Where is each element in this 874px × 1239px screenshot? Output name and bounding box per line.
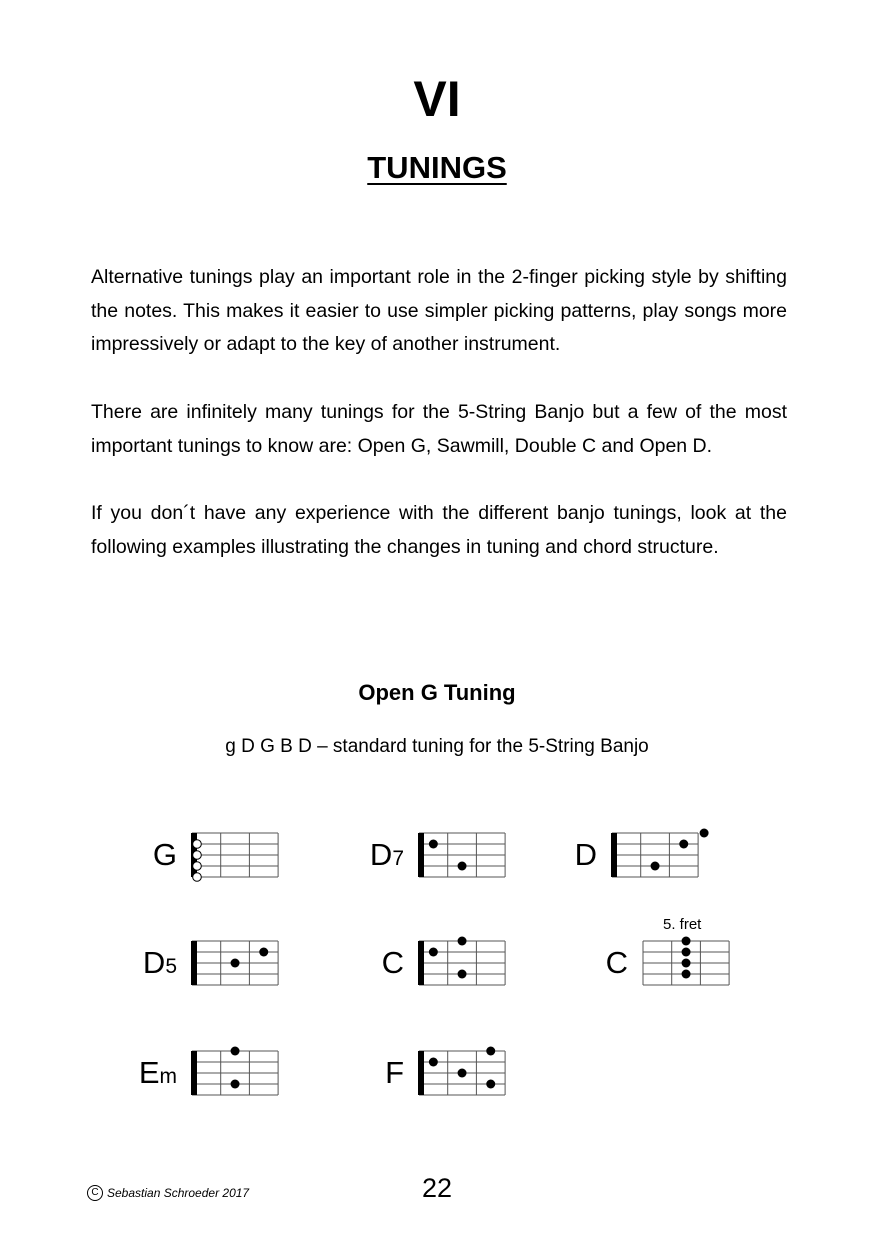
copyright-icon: C [87,1185,103,1201]
nut-bar [418,941,424,985]
chord-diagram [413,935,511,991]
finger-dot [231,959,240,968]
chord-name: D [142,945,166,980]
chord-label [344,945,404,981]
finger-dot [231,1047,240,1056]
chord-label [117,1055,177,1095]
chord-diagram [186,1045,284,1101]
chord-suffix: m [159,1065,177,1088]
finger-dot [682,948,691,957]
tunings-paragraph: There are infinitely many tunings for the 5-String Banjo but a few of the most important tunings to know are: Open G, Sawmill, Double C and Open D. [91,401,787,457]
finger-dot [429,840,438,849]
chord-label [344,837,404,877]
finger-dot [682,959,691,968]
finger-dot [458,970,467,979]
page-title [0,150,874,186]
open-string-marker [193,851,202,860]
chord-diagram [413,1045,511,1101]
chord-label [117,945,177,985]
nut-bar [191,941,197,985]
open-string-marker [193,873,202,882]
chord-diagram [186,935,284,991]
finger-dot [231,1080,240,1089]
finger-dot [458,937,467,946]
chord-name: D [369,837,393,872]
examples-paragraph: If you don´t have any experience with the different banjo tunings, look at the following examples illustrating the changes in tuning and chord structure. [91,502,787,558]
finger-dot [486,1047,495,1056]
chord-diagram [186,827,284,883]
finger-dot [486,1080,495,1089]
intro-paragraph: Alternative tunings play an important role in the 2-finger picking style by shifting the notes. This makes it easier to use simpler picking patterns, play songs more impressively or adapt to the key of another instrument. [91,266,787,355]
page-number: 22 [421,1173,453,1203]
page-title-text: TUNINGS [367,150,507,185]
nut-bar [418,1051,424,1095]
finger-dot [458,1069,467,1078]
open-string-marker [193,840,202,849]
chapter-number: VI [413,71,461,127]
chord-label [117,837,177,873]
nut-bar [191,1051,197,1095]
finger-dot [651,862,660,871]
copyright-text: Sebastian Schroeder 2017 [107,1186,250,1200]
finger-dot [429,1058,438,1067]
nut-bar [611,833,617,877]
chord-label [344,1055,404,1091]
chord-name: C [381,945,404,980]
chord-diagram [606,827,704,883]
chord-name: C [605,945,628,980]
chord-suffix: 7 [392,847,404,870]
finger-dot [679,840,688,849]
chord-diagram [413,827,511,883]
finger-dot [458,862,467,871]
chord-name: E [138,1055,160,1090]
finger-dot [682,937,691,946]
chord-name: G [152,837,177,872]
chord-label [537,837,597,873]
section-heading: Open G Tuning [358,680,516,705]
finger-dot [682,970,691,979]
chord-diagram [637,935,735,991]
tuning-description: g D G B D – standard tuning for the 5-String Banjo [225,736,649,757]
chord-name: F [385,1055,404,1090]
chord-suffix: 5 [165,955,177,978]
nut-bar [418,833,424,877]
chord-name: D [574,837,597,872]
open-string-marker [193,862,202,871]
finger-dot [429,948,438,957]
fret-position-note: 5. fret [663,916,702,933]
chord-label [568,945,628,981]
finger-dot [700,829,709,838]
finger-dot [259,948,268,957]
